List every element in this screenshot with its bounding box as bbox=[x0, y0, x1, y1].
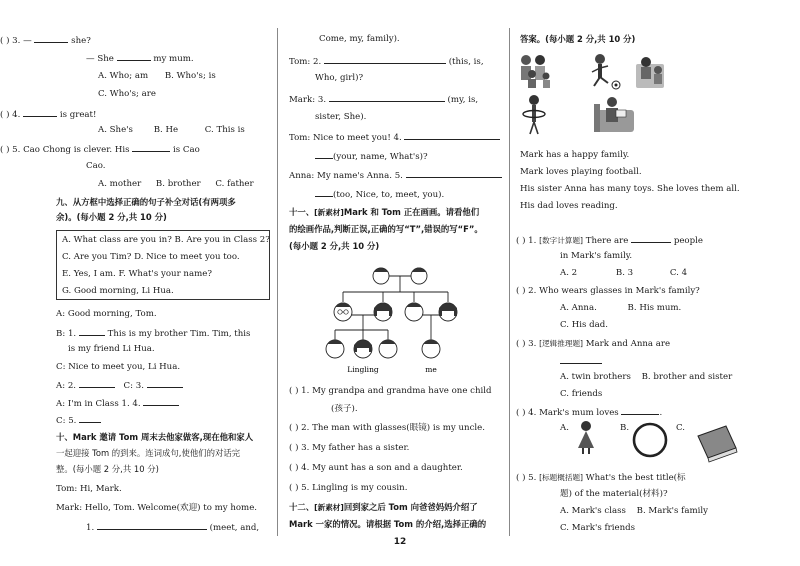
boy-football-picture bbox=[592, 54, 620, 89]
family-illustrations bbox=[518, 50, 668, 142]
tree-label-lingling: Lingling bbox=[347, 365, 379, 374]
answer-blank[interactable] bbox=[97, 521, 207, 530]
passage-line-3: His sister Anna has many toys. She loves them all. bbox=[520, 184, 740, 194]
dialogue-b1-cont: is my friend Li Hua. bbox=[68, 344, 155, 354]
passage-line-2: Mark loves playing football. bbox=[520, 167, 642, 177]
anna-q5: Anna: My name's Anna. 5. bbox=[289, 169, 505, 182]
hula-hoop-icon bbox=[634, 424, 666, 456]
column-divider bbox=[277, 28, 278, 536]
r-q4: ( ) 4. Mark's mum loves . bbox=[516, 408, 663, 418]
answer-blank[interactable] bbox=[79, 379, 115, 388]
r-q4-opt-a: A. bbox=[560, 423, 569, 433]
dialogue-a3: A: I'm in Class 1. 4. bbox=[56, 397, 270, 410]
doll-icon bbox=[578, 421, 594, 454]
r-q1-options: A. 2 B. 3 C. 4 bbox=[560, 268, 688, 278]
section-11-heading-3: (每小题 2 分,共 10 分) bbox=[289, 241, 380, 251]
answer-blank[interactable] bbox=[34, 34, 68, 43]
q3-options-2: C. Who's; are bbox=[98, 89, 156, 99]
answer-blank[interactable] bbox=[329, 93, 445, 102]
q3-options: A. Who; am B. Who's; is bbox=[98, 71, 216, 81]
r-q2-options: A. Anna. B. His mum. bbox=[560, 303, 682, 313]
answer-blank[interactable] bbox=[147, 379, 183, 388]
dialogue-c1: C: Nice to meet you, Li Hua. bbox=[56, 362, 181, 372]
column-right bbox=[512, 0, 800, 536]
tom-q2: Tom: 2. (this, is, bbox=[289, 57, 484, 67]
box-line-4: G. Good morning, Li Hua. bbox=[62, 286, 174, 296]
tom-q4-cont: (your, name, What's)? bbox=[315, 150, 505, 163]
dialogue-a1: A: Good morning, Tom. bbox=[56, 309, 157, 319]
hula-hoop-girl-picture bbox=[523, 95, 545, 134]
tf-item-1-cont: (孩子). bbox=[331, 404, 358, 414]
section-12-heading: 十二、[新素材]回到家之后 Tom 向爸爸妈妈介绍了 bbox=[289, 502, 478, 512]
r-q5: ( ) 5. [标题概括题] What's the best title(标 bbox=[516, 473, 686, 483]
answer-blank[interactable] bbox=[324, 55, 446, 64]
q3-response: — She my mum. bbox=[86, 54, 194, 64]
q5-line: ( ) 5. Cao Chong is clever. His is Cao bbox=[0, 145, 200, 155]
answer-blank[interactable] bbox=[23, 108, 57, 117]
section-12-heading-2: Mark 一家的情况。请根据 Tom 的介绍,选择正确的 bbox=[289, 519, 487, 529]
family-tree-drawing bbox=[313, 260, 473, 380]
answer-blank[interactable] bbox=[143, 397, 179, 406]
answer-blank[interactable] bbox=[79, 414, 101, 423]
answer-blank[interactable] bbox=[117, 52, 151, 61]
r-q2-options-2: C. His dad. bbox=[560, 320, 608, 330]
r-q4-opt-c: C. bbox=[676, 423, 686, 433]
option-box bbox=[56, 230, 270, 300]
dialogue-b1: B: 1. This is my brother Tim. Tim, this bbox=[56, 329, 251, 339]
tf-item-4: ( ) 4. My aunt has a son and a daughter. bbox=[289, 463, 463, 473]
section-10-heading: 十、Mark 邀请 Tom 周末去他家做客,现在他和家人 bbox=[56, 432, 254, 442]
r-q5-cont: 题) of the material(材料)? bbox=[560, 489, 668, 499]
tom-q4: Tom: Nice to meet you! 4. bbox=[289, 131, 505, 144]
answer-blank[interactable] bbox=[631, 234, 671, 243]
q4-line: ( ) 4. is great! bbox=[0, 110, 97, 120]
answer-blank[interactable] bbox=[621, 406, 659, 415]
answer-heading: 答案。(每小题 2 分,共 10 分) bbox=[520, 34, 636, 44]
r-q2: ( ) 2. Who wears glasses in Mark's family? bbox=[516, 286, 700, 296]
box-line-3: E. Yes, I am. F. What's your name? bbox=[62, 269, 212, 279]
q4-options: A. She's B. He C. This is bbox=[98, 125, 245, 135]
r-q5-options: A. Mark's class B. Mark's family bbox=[560, 506, 708, 516]
r-q3-options-2: C. friends bbox=[560, 389, 603, 399]
tf-item-3: ( ) 3. My father has a sister. bbox=[289, 443, 410, 453]
r-q1-cont: in Mark's family. bbox=[560, 251, 633, 261]
page-number: 12 bbox=[393, 537, 407, 547]
column-middle bbox=[283, 0, 505, 536]
q4-option-pictures bbox=[576, 418, 746, 468]
passage-line-1: Mark has a happy family. bbox=[520, 150, 630, 160]
r-q4-opt-b: B. bbox=[620, 423, 630, 433]
column-divider bbox=[509, 28, 510, 536]
section-9-heading-2: 余)。(每小题 2 分,共 10 分) bbox=[56, 212, 167, 222]
answer-blank[interactable] bbox=[315, 188, 333, 197]
tree-label-me: me bbox=[425, 365, 437, 374]
dialogue-a2: A: 2. C: 3. bbox=[56, 379, 270, 392]
dialogue-tom-hi: Tom: Hi, Mark. bbox=[56, 484, 122, 494]
q5-line-cont: Cao. bbox=[86, 161, 106, 171]
r-q3-blank bbox=[560, 355, 800, 368]
dialogue-mark-hello: Mark: Hello, Tom. Welcome(欢迎) to my home. bbox=[56, 503, 258, 513]
book-icon bbox=[698, 426, 737, 462]
answer-blank[interactable] bbox=[406, 169, 502, 178]
tf-item-5: ( ) 5. Lingling is my cousin. bbox=[289, 483, 408, 493]
section-11-heading-2: 的绘画作品,判断正误,正确的写“T”,错误的写“F”。 bbox=[289, 224, 483, 234]
answer-blank[interactable] bbox=[404, 131, 500, 140]
q3-line: ( ) 3. — she? bbox=[0, 36, 91, 46]
answer-blank[interactable] bbox=[79, 327, 105, 336]
mark-q3-cont: sister, She). bbox=[315, 112, 367, 122]
r-q1: ( ) 1. [数字计算题] There are people bbox=[516, 236, 703, 246]
r-q3: ( ) 3. [逻辑推理题] Mark and Anna are bbox=[516, 339, 671, 349]
dialogue-c5: C: 5. bbox=[56, 414, 270, 427]
answer-blank[interactable] bbox=[560, 355, 602, 364]
tom-q2-cont: Who, girl)? bbox=[315, 73, 364, 83]
mark-q1-cont: Come, my, family). bbox=[319, 34, 400, 44]
section-11-heading: 十一、[新素材]Mark 和 Tom 正在画画。请看他们 bbox=[289, 207, 480, 217]
tf-item-1: ( ) 1. My grandpa and grandma have one child bbox=[289, 386, 492, 396]
mark-q1: 1. (meet, and, bbox=[86, 523, 260, 533]
tf-item-2: ( ) 2. The man with glasses(眼镜) is my uncle. bbox=[289, 423, 485, 433]
q5-options: A. mother B. brother C. father bbox=[98, 179, 254, 189]
anna-q5-cont: (too, Nice, to, meet, you). bbox=[315, 188, 505, 201]
section-9-heading: 九、从方框中选择正确的句子补全对话(有两项多 bbox=[56, 197, 236, 207]
box-line-1: A. What class are you in? B. Are you in Class 2? bbox=[62, 235, 270, 245]
answer-blank[interactable] bbox=[132, 143, 170, 152]
girl-toys-picture bbox=[636, 57, 664, 88]
box-line-2: C. Are you Tim? D. Nice to meet you too. bbox=[62, 252, 240, 262]
r-q5-options-2: C. Mark's friends bbox=[560, 523, 636, 533]
man-reading-picture bbox=[594, 97, 634, 132]
r-q3-options: A. twin brothers B. brother and sister bbox=[560, 372, 733, 382]
section-10-heading-3: 整。(每小题 2 分,共 10 分) bbox=[56, 464, 159, 474]
mark-q3: Mark: 3. (my, is, bbox=[289, 95, 479, 105]
section-10-heading-2: 一起迎接 Tom 的到来。连词成句,使他们的对话完 bbox=[56, 448, 241, 458]
passage-line-4: His dad loves reading. bbox=[520, 201, 618, 211]
answer-blank[interactable] bbox=[315, 150, 333, 159]
family-picture bbox=[521, 55, 550, 88]
